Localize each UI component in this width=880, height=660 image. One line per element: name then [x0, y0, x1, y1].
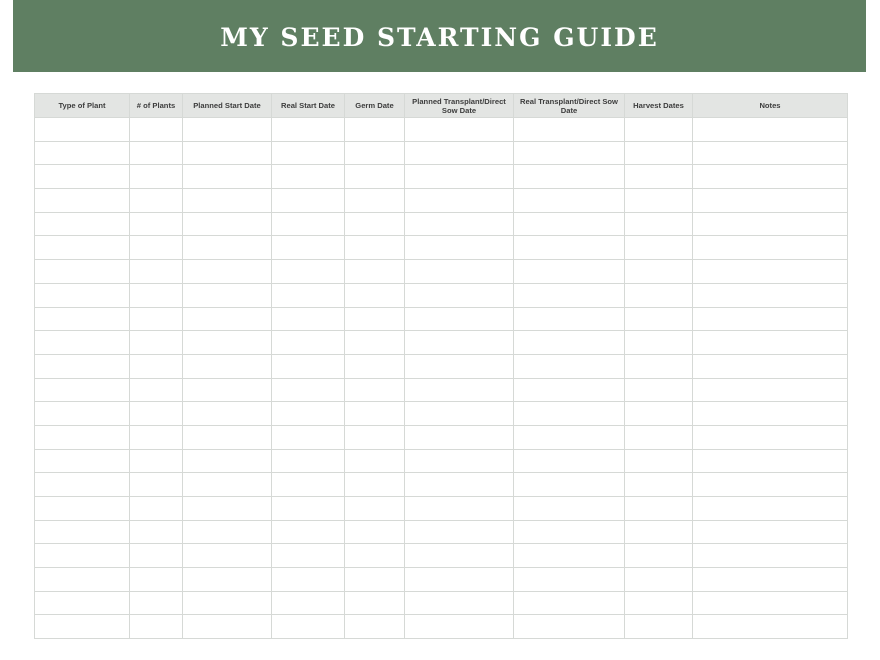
table-row [35, 354, 848, 378]
table-cell-type-of-plant[interactable] [35, 544, 130, 568]
table-cell-planned-transplant[interactable] [405, 165, 514, 189]
table-cell-planned-start-date[interactable] [183, 473, 272, 497]
table-cell-harvest-dates[interactable] [625, 141, 693, 165]
table-cell-planned-transplant[interactable] [405, 331, 514, 355]
table-cell-real-start-date[interactable] [272, 189, 345, 213]
table-cell-notes[interactable] [693, 118, 848, 142]
table-cell-type-of-plant[interactable] [35, 189, 130, 213]
table-cell-harvest-dates[interactable] [625, 568, 693, 592]
table-cell-harvest-dates[interactable] [625, 354, 693, 378]
table-cell-planned-transplant[interactable] [405, 236, 514, 260]
table-cell-planned-start-date[interactable] [183, 354, 272, 378]
table-cell-notes[interactable] [693, 568, 848, 592]
table-cell-germ-date[interactable] [345, 212, 405, 236]
table-row [35, 118, 848, 142]
table-cell-planned-transplant[interactable] [405, 449, 514, 473]
table-cell-harvest-dates[interactable] [625, 520, 693, 544]
table-cell-germ-date[interactable] [345, 141, 405, 165]
table-cell-harvest-dates[interactable] [625, 402, 693, 426]
table-cell-planned-transplant[interactable] [405, 402, 514, 426]
table-cell-planned-start-date[interactable] [183, 378, 272, 402]
table-cell-germ-date[interactable] [345, 165, 405, 189]
table-cell-notes[interactable] [693, 283, 848, 307]
table-cell-real-start-date[interactable] [272, 307, 345, 331]
table-cell-num-plants[interactable] [130, 189, 183, 213]
table-row [35, 425, 848, 449]
table-cell-notes[interactable] [693, 449, 848, 473]
table-cell-notes[interactable] [693, 402, 848, 426]
table-cell-num-plants[interactable] [130, 520, 183, 544]
table-cell-planned-transplant[interactable] [405, 591, 514, 615]
table-cell-planned-start-date[interactable] [183, 141, 272, 165]
table-cell-real-start-date[interactable] [272, 283, 345, 307]
table-cell-real-transplant[interactable] [514, 283, 625, 307]
table-cell-notes[interactable] [693, 378, 848, 402]
table-cell-notes[interactable] [693, 425, 848, 449]
table-cell-planned-start-date[interactable] [183, 402, 272, 426]
table-cell-germ-date[interactable] [345, 473, 405, 497]
table-cell-planned-transplant[interactable] [405, 378, 514, 402]
table-cell-germ-date[interactable] [345, 544, 405, 568]
table-cell-planned-transplant[interactable] [405, 141, 514, 165]
table-cell-planned-transplant[interactable] [405, 568, 514, 592]
table-cell-num-plants[interactable] [130, 331, 183, 355]
table-cell-real-start-date[interactable] [272, 141, 345, 165]
table-cell-real-transplant[interactable] [514, 236, 625, 260]
table-row [35, 402, 848, 426]
table-cell-num-plants[interactable] [130, 425, 183, 449]
table-cell-planned-start-date[interactable] [183, 425, 272, 449]
table-cell-planned-start-date[interactable] [183, 189, 272, 213]
column-header-harvest-dates: Harvest Dates [625, 94, 693, 118]
column-header-real-transplant: Real Transplant/Direct Sow Date [514, 94, 625, 118]
table-cell-num-plants[interactable] [130, 212, 183, 236]
table-cell-planned-start-date[interactable] [183, 307, 272, 331]
table-cell-germ-date[interactable] [345, 354, 405, 378]
table-cell-real-start-date[interactable] [272, 497, 345, 521]
table-cell-harvest-dates[interactable] [625, 283, 693, 307]
table-cell-num-plants[interactable] [130, 591, 183, 615]
table-cell-real-transplant[interactable] [514, 118, 625, 142]
table-cell-germ-date[interactable] [345, 449, 405, 473]
table-cell-harvest-dates[interactable] [625, 331, 693, 355]
table-cell-num-plants[interactable] [130, 307, 183, 331]
table-cell-notes[interactable] [693, 307, 848, 331]
table-cell-type-of-plant[interactable] [35, 425, 130, 449]
table-body [35, 118, 848, 639]
table-cell-notes[interactable] [693, 260, 848, 284]
table-cell-real-transplant[interactable] [514, 165, 625, 189]
table-row [35, 544, 848, 568]
table-cell-num-plants[interactable] [130, 165, 183, 189]
table-cell-planned-transplant[interactable] [405, 473, 514, 497]
table-row [35, 283, 848, 307]
table-cell-type-of-plant[interactable] [35, 331, 130, 355]
table-cell-planned-start-date[interactable] [183, 260, 272, 284]
table-cell-harvest-dates[interactable] [625, 378, 693, 402]
table-cell-harvest-dates[interactable] [625, 425, 693, 449]
table-cell-real-transplant[interactable] [514, 615, 625, 639]
table-cell-real-transplant[interactable] [514, 425, 625, 449]
table-cell-real-transplant[interactable] [514, 544, 625, 568]
table-cell-real-transplant[interactable] [514, 141, 625, 165]
table-cell-type-of-plant[interactable] [35, 378, 130, 402]
table-row [35, 331, 848, 355]
table-cell-type-of-plant[interactable] [35, 591, 130, 615]
table-cell-harvest-dates[interactable] [625, 189, 693, 213]
table-cell-notes[interactable] [693, 497, 848, 521]
table-cell-germ-date[interactable] [345, 236, 405, 260]
table-cell-germ-date[interactable] [345, 118, 405, 142]
table-cell-real-transplant[interactable] [514, 473, 625, 497]
table-cell-type-of-plant[interactable] [35, 449, 130, 473]
table-cell-real-start-date[interactable] [272, 236, 345, 260]
column-header-real-start-date: Real Start Date [272, 94, 345, 118]
table-cell-germ-date[interactable] [345, 591, 405, 615]
table-cell-real-start-date[interactable] [272, 212, 345, 236]
table-cell-type-of-plant[interactable] [35, 568, 130, 592]
table-cell-germ-date[interactable] [345, 402, 405, 426]
table-cell-harvest-dates[interactable] [625, 165, 693, 189]
table-cell-real-transplant[interactable] [514, 354, 625, 378]
table-cell-num-plants[interactable] [130, 118, 183, 142]
table-cell-type-of-plant[interactable] [35, 236, 130, 260]
table-cell-harvest-dates[interactable] [625, 449, 693, 473]
table-row [35, 473, 848, 497]
table-cell-num-plants[interactable] [130, 473, 183, 497]
table-cell-harvest-dates[interactable] [625, 497, 693, 521]
table-cell-harvest-dates[interactable] [625, 591, 693, 615]
table-cell-planned-transplant[interactable] [405, 283, 514, 307]
table-row [35, 260, 848, 284]
table-cell-type-of-plant[interactable] [35, 520, 130, 544]
table-cell-num-plants[interactable] [130, 283, 183, 307]
column-header-num-plants: # of Plants [130, 94, 183, 118]
table-cell-real-start-date[interactable] [272, 402, 345, 426]
column-header-planned-start-date: Planned Start Date [183, 94, 272, 118]
table-cell-real-start-date[interactable] [272, 260, 345, 284]
table-row [35, 236, 848, 260]
table-cell-num-plants[interactable] [130, 260, 183, 284]
table-cell-harvest-dates[interactable] [625, 615, 693, 639]
table-cell-planned-start-date[interactable] [183, 568, 272, 592]
table-cell-planned-transplant[interactable] [405, 497, 514, 521]
table-cell-num-plants[interactable] [130, 449, 183, 473]
table-cell-notes[interactable] [693, 354, 848, 378]
table-cell-notes[interactable] [693, 141, 848, 165]
table-cell-type-of-plant[interactable] [35, 283, 130, 307]
table-cell-real-transplant[interactable] [514, 568, 625, 592]
table-cell-type-of-plant[interactable] [35, 307, 130, 331]
table-cell-planned-start-date[interactable] [183, 591, 272, 615]
table-cell-germ-date[interactable] [345, 425, 405, 449]
table-cell-notes[interactable] [693, 165, 848, 189]
table-cell-planned-start-date[interactable] [183, 449, 272, 473]
table-row [35, 165, 848, 189]
table-row [35, 497, 848, 521]
table-cell-type-of-plant[interactable] [35, 615, 130, 639]
table-cell-germ-date[interactable] [345, 497, 405, 521]
column-header-germ-date: Germ Date [345, 94, 405, 118]
table-cell-num-plants[interactable] [130, 141, 183, 165]
page-title: MY SEED STARTING GUIDE [220, 22, 659, 52]
table-cell-real-transplant[interactable] [514, 378, 625, 402]
table-cell-planned-start-date[interactable] [183, 165, 272, 189]
table-row [35, 520, 848, 544]
table-cell-germ-date[interactable] [345, 520, 405, 544]
table-cell-harvest-dates[interactable] [625, 307, 693, 331]
table-cell-germ-date[interactable] [345, 615, 405, 639]
table-cell-planned-start-date[interactable] [183, 331, 272, 355]
table-cell-real-transplant[interactable] [514, 260, 625, 284]
table-cell-type-of-plant[interactable] [35, 212, 130, 236]
table-cell-notes[interactable] [693, 473, 848, 497]
table-cell-type-of-plant[interactable] [35, 354, 130, 378]
table-cell-real-transplant[interactable] [514, 307, 625, 331]
table-cell-planned-start-date[interactable] [183, 544, 272, 568]
table-cell-real-start-date[interactable] [272, 118, 345, 142]
table-cell-germ-date[interactable] [345, 283, 405, 307]
column-header-notes: Notes [693, 94, 848, 118]
table-cell-harvest-dates[interactable] [625, 260, 693, 284]
table-cell-planned-transplant[interactable] [405, 544, 514, 568]
table-cell-num-plants[interactable] [130, 402, 183, 426]
table-cell-germ-date[interactable] [345, 307, 405, 331]
table-cell-real-transplant[interactable] [514, 331, 625, 355]
table-cell-germ-date[interactable] [345, 568, 405, 592]
table-cell-type-of-plant[interactable] [35, 497, 130, 521]
table-cell-num-plants[interactable] [130, 544, 183, 568]
table-cell-harvest-dates[interactable] [625, 544, 693, 568]
table-cell-planned-start-date[interactable] [183, 497, 272, 521]
table-cell-real-transplant[interactable] [514, 189, 625, 213]
table-cell-real-start-date[interactable] [272, 331, 345, 355]
table-cell-notes[interactable] [693, 615, 848, 639]
table-cell-real-start-date[interactable] [272, 591, 345, 615]
table-cell-planned-transplant[interactable] [405, 520, 514, 544]
table-cell-num-plants[interactable] [130, 497, 183, 521]
table-cell-notes[interactable] [693, 189, 848, 213]
table-cell-planned-start-date[interactable] [183, 236, 272, 260]
table-cell-num-plants[interactable] [130, 236, 183, 260]
table-cell-num-plants[interactable] [130, 354, 183, 378]
table-cell-real-start-date[interactable] [272, 425, 345, 449]
table-cell-germ-date[interactable] [345, 378, 405, 402]
table-cell-planned-transplant[interactable] [405, 118, 514, 142]
table-header [35, 94, 848, 118]
table-cell-planned-transplant[interactable] [405, 354, 514, 378]
table-cell-germ-date[interactable] [345, 260, 405, 284]
table-cell-notes[interactable] [693, 236, 848, 260]
table-cell-harvest-dates[interactable] [625, 212, 693, 236]
table-row [35, 141, 848, 165]
table-cell-real-start-date[interactable] [272, 615, 345, 639]
table-cell-real-start-date[interactable] [272, 520, 345, 544]
table-cell-num-plants[interactable] [130, 568, 183, 592]
table-cell-planned-start-date[interactable] [183, 118, 272, 142]
table-cell-real-transplant[interactable] [514, 591, 625, 615]
table-cell-real-start-date[interactable] [272, 354, 345, 378]
table-cell-planned-start-date[interactable] [183, 283, 272, 307]
table-cell-planned-transplant[interactable] [405, 260, 514, 284]
table-cell-planned-transplant[interactable] [405, 615, 514, 639]
table-cell-real-start-date[interactable] [272, 568, 345, 592]
table-cell-type-of-plant[interactable] [35, 260, 130, 284]
table-cell-planned-start-date[interactable] [183, 212, 272, 236]
table-row [35, 189, 848, 213]
table-cell-num-plants[interactable] [130, 378, 183, 402]
table-cell-real-start-date[interactable] [272, 165, 345, 189]
table-cell-notes[interactable] [693, 212, 848, 236]
table-cell-real-start-date[interactable] [272, 449, 345, 473]
table-cell-real-transplant[interactable] [514, 402, 625, 426]
table-row [35, 615, 848, 639]
table-cell-real-start-date[interactable] [272, 473, 345, 497]
table-cell-type-of-plant[interactable] [35, 473, 130, 497]
table-cell-num-plants[interactable] [130, 615, 183, 639]
column-header-planned-transplant: Planned Transplant/Direct Sow Date [405, 94, 514, 118]
table-cell-planned-transplant[interactable] [405, 189, 514, 213]
table-cell-real-start-date[interactable] [272, 544, 345, 568]
table-row [35, 591, 848, 615]
table-cell-planned-transplant[interactable] [405, 307, 514, 331]
table-row [35, 307, 848, 331]
table-cell-real-transplant[interactable] [514, 449, 625, 473]
column-header-type-of-plant: Type of Plant [35, 94, 130, 118]
table-cell-planned-start-date[interactable] [183, 520, 272, 544]
table-cell-germ-date[interactable] [345, 189, 405, 213]
table-cell-planned-transplant[interactable] [405, 425, 514, 449]
seed-planner-table [34, 93, 848, 639]
table-cell-harvest-dates[interactable] [625, 236, 693, 260]
table-cell-harvest-dates[interactable] [625, 473, 693, 497]
table-row [35, 568, 848, 592]
header-row [35, 94, 848, 118]
table-cell-notes[interactable] [693, 331, 848, 355]
table-row [35, 449, 848, 473]
table-cell-planned-transplant[interactable] [405, 212, 514, 236]
table-cell-planned-start-date[interactable] [183, 615, 272, 639]
table-row [35, 378, 848, 402]
table-cell-type-of-plant[interactable] [35, 141, 130, 165]
table-cell-type-of-plant[interactable] [35, 118, 130, 142]
table-row [35, 212, 848, 236]
title-banner [13, 0, 866, 72]
table-cell-germ-date[interactable] [345, 331, 405, 355]
table-cell-type-of-plant[interactable] [35, 165, 130, 189]
table-cell-real-transplant[interactable] [514, 520, 625, 544]
table-cell-real-transplant[interactable] [514, 212, 625, 236]
table-cell-real-transplant[interactable] [514, 497, 625, 521]
table-cell-real-start-date[interactable] [272, 378, 345, 402]
table-cell-notes[interactable] [693, 544, 848, 568]
table-cell-notes[interactable] [693, 591, 848, 615]
table-cell-harvest-dates[interactable] [625, 118, 693, 142]
table-cell-type-of-plant[interactable] [35, 402, 130, 426]
table-cell-notes[interactable] [693, 520, 848, 544]
